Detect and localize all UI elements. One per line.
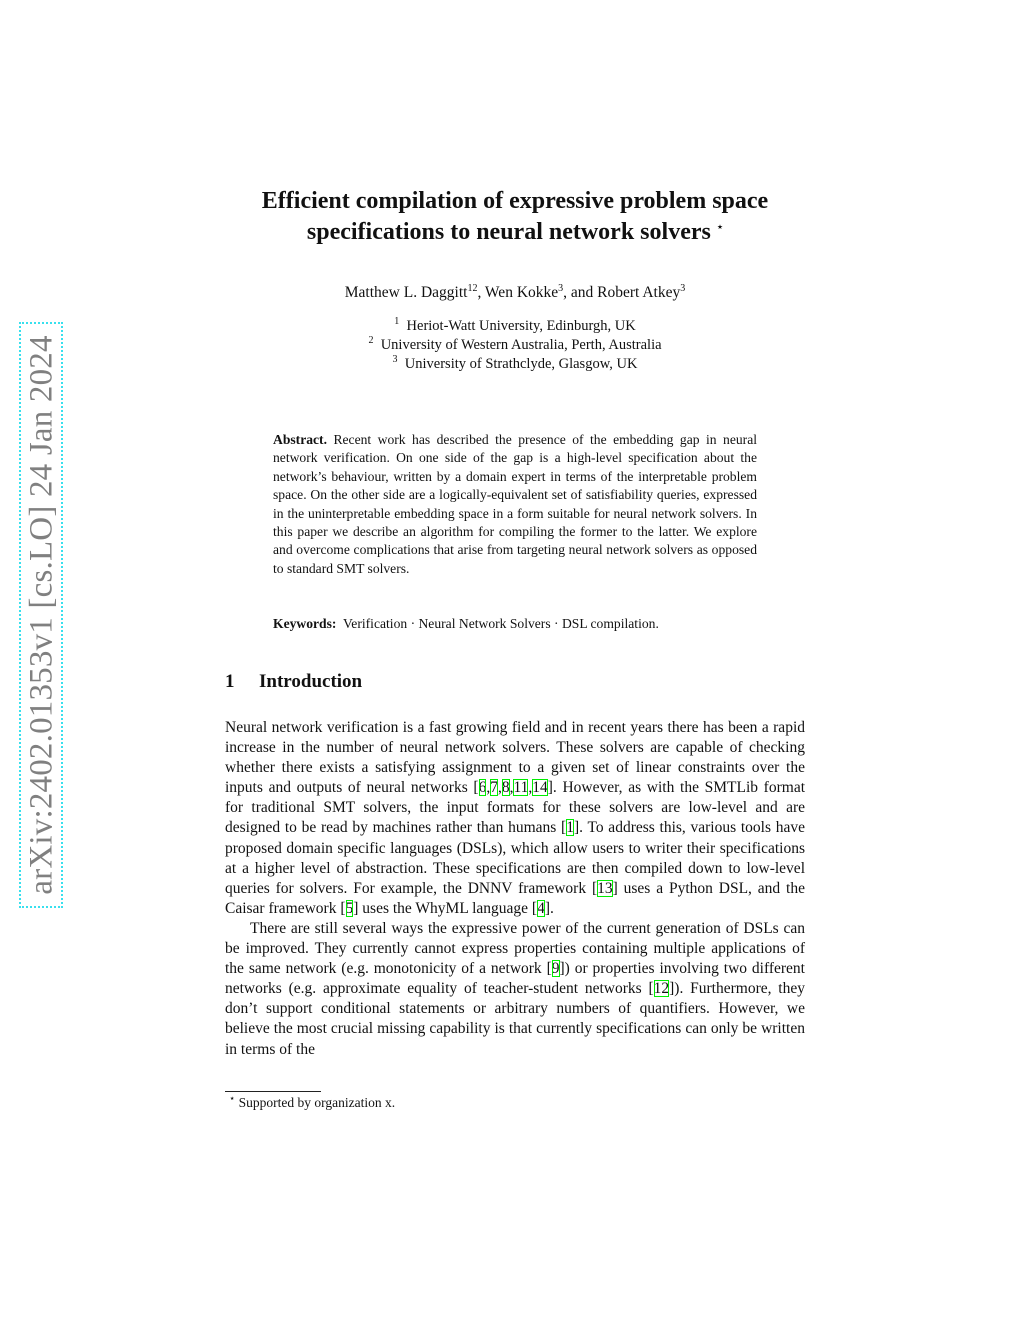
citation-link[interactable]: 7: [490, 779, 498, 797]
author-name: Wen Kokke: [484, 284, 559, 301]
paragraph-text: There are still several ways the expressive power of the current generation of DSLs can be improved. They currently cannot express properties containing multiple applications of the same network (e.g. monotonicity of a network [: [225, 919, 805, 978]
abstract: [273, 431, 757, 578]
citation-link[interactable]: 6: [478, 779, 487, 797]
author-name: Matthew L. Daggitt: [344, 284, 468, 301]
author-name: Robert Atkey: [597, 284, 681, 301]
keywords: [273, 615, 763, 633]
section-number: 1: [225, 671, 235, 692]
abstract-label: Abstract.: [273, 432, 327, 447]
author-list: [200, 284, 830, 302]
abstract-text: Recent work has described the presence of the embedding gap in neural network verification. On one side of the gap is a high-level specification about the network’s behaviour, written by a domain expert in terms of the interpretable problem space. On the other side are a logically-equivalent set of satisfiability queries, expressed in the uninterpretable embedding space in a form suitable for neural network solvers. In this paper we describe an algorithm for compiling the former to the latter. We explore and overcome complications that arise from targeting neural network solvers as opposed to standard SMT solvers.: [273, 432, 758, 576]
paragraph-text: ].: [544, 899, 554, 917]
paragraph-text: ,: [528, 779, 533, 797]
citation-link[interactable]: 1: [566, 819, 574, 837]
title-footnote-mark[interactable]: ⋆: [716, 222, 724, 233]
affiliation-1: [200, 318, 830, 335]
paragraph-text: ]). Furthermore, they don’t support conditional statements or arbitrary numbers of quantifiers. However, we believe the most crucial missing capability is that currently specifications can only be written in terms of the: [225, 980, 805, 1058]
paragraph-text: ,: [509, 779, 514, 797]
citation-link[interactable]: 11: [513, 779, 529, 797]
citation-link[interactable]: 13: [597, 879, 613, 897]
title-line-2-text: specifications to neural network solvers: [306, 219, 711, 245]
section-title: Introduction: [259, 671, 363, 692]
citation-link[interactable]: 14: [532, 779, 548, 797]
title-line-1: Efficient compilation of expressive problem space: [261, 188, 769, 214]
citation-link[interactable]: 8: [501, 779, 510, 797]
footnote-text: Supported by organization x.: [238, 1095, 396, 1110]
arxiv-identifier[interactable]: arXiv:2402.01353v1 [cs.LO] 24 Jan 2024: [23, 335, 60, 895]
paragraph-text: Neural network verification is a fast growing field and in recent years there has been a rapid increase in the number of neural network solvers. These solvers are capable of checking whether there exists a satisfying assignment to a given set of linear constraints over the inputs and outputs of neural networks [: [225, 719, 805, 797]
keywords-text: Verification · Neural Network Solvers · DSL compilation.: [343, 616, 659, 631]
paragraph-text: ]. However, as with the SMTLib format for traditional SMT solvers, the input formats for these solvers are low-level and are designed to be read by machines rather than humans [: [225, 779, 806, 837]
section-heading: [225, 671, 362, 693]
paragraph-2: [225, 919, 805, 1060]
affiliation-text: University of Western Australia, Perth, Australia: [380, 337, 662, 353]
author-separator: , and: [563, 284, 598, 301]
affiliation-number: 2: [368, 335, 374, 347]
citation-link[interactable]: 4: [537, 899, 545, 917]
citation-link[interactable]: 5: [345, 899, 354, 917]
paragraph-text: ,: [486, 779, 491, 797]
author-affiliation-sup: 12: [467, 282, 478, 294]
affiliation-text: University of Strathclyde, Glasgow, UK: [404, 356, 638, 372]
paper-title: [200, 186, 830, 248]
author-affiliation-sup: 3: [680, 282, 686, 294]
affiliation-3: [200, 356, 830, 373]
footnote-mark: ⋆: [229, 1093, 236, 1105]
body-text: [225, 718, 805, 1060]
footnote: [229, 1095, 395, 1111]
author-affiliation-sup: 3: [558, 282, 564, 294]
citation-link[interactable]: 9: [551, 960, 560, 978]
affiliation-number: 1: [394, 316, 400, 328]
title-line-2: [200, 217, 830, 248]
citation-link[interactable]: 12: [653, 980, 670, 998]
paragraph-text: ]. To address this, various tools have proposed domain specific languages (DSLs), which allow users to writer their specifications at a higher level of abstraction. These specifications are then compiled down to low-level queries for solvers. For example, the DNNV framework [: [225, 819, 805, 897]
affiliation-2: [200, 337, 830, 354]
paragraph-text: ,: [497, 779, 502, 797]
affiliation-number: 3: [392, 354, 398, 366]
paragraph-text: ] uses the WhyML language [: [353, 899, 538, 917]
author-separator: ,: [477, 284, 485, 301]
footnote-rule: [225, 1091, 321, 1092]
paragraph-1: [225, 718, 805, 919]
paragraph-text: ] uses a Python DSL, and the Caisar framework [: [225, 879, 805, 917]
paragraph-text: ]) or properties involving two different networks (e.g. approximate equality of teacher-student networks [: [225, 960, 805, 998]
affiliation-text: Heriot-Watt University, Edinburgh, UK: [406, 318, 636, 334]
keywords-label: Keywords:: [273, 616, 337, 631]
